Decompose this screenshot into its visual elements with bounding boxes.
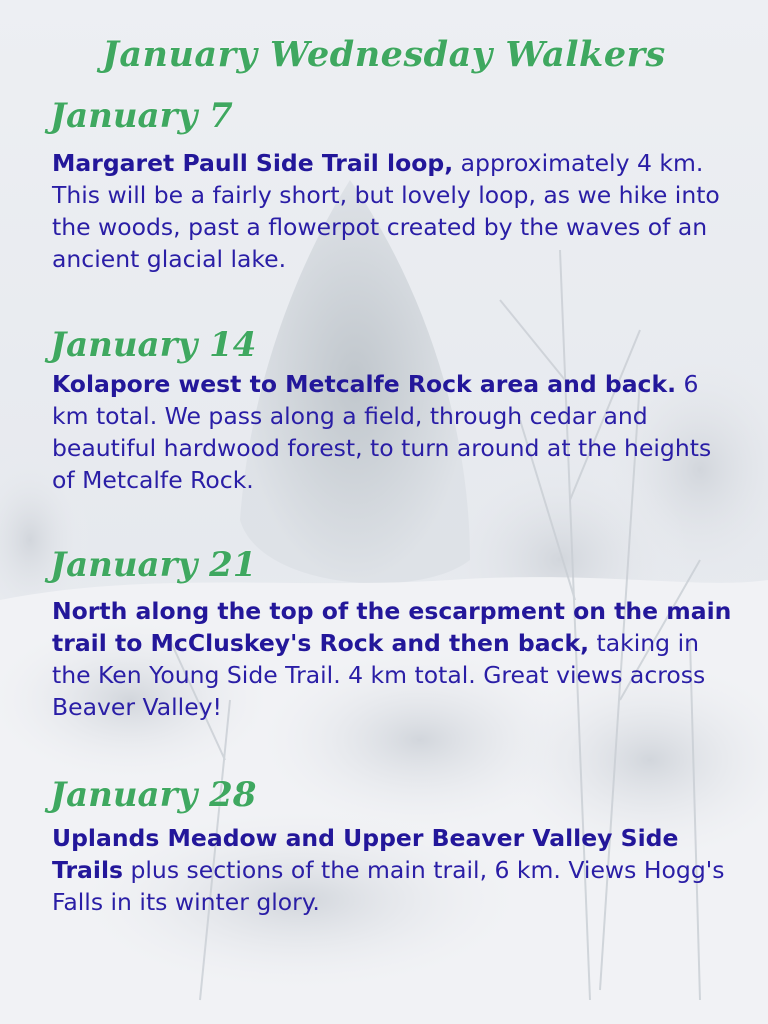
event-date: January 14 — [50, 325, 257, 365]
event-description — [52, 595, 732, 723]
event-details: 6 km total. We pass along a field, through cedar and beautiful hardwood forest, to turn around at the heights of Metcalfe Rock. — [52, 370, 712, 494]
event-details: approximately 4 km. This will be a fairly short, but lovely loop, as we hike into the woods, past a flowerpot created by the waves of an ancient glacial lake. — [52, 149, 720, 273]
event-details: taking in the Ken Young Side Trail. 4 km total. Great views across Beaver Valley! — [52, 629, 706, 721]
event-highlight: Margaret Paull Side Trail loop, — [52, 149, 454, 177]
event-details: plus sections of the main trail, 6 km. Views Hogg's Falls in its winter glory. — [52, 856, 725, 916]
event-date: January 7 — [50, 96, 233, 136]
event-date: January 28 — [50, 775, 257, 815]
event-description — [52, 822, 732, 918]
event-description — [52, 368, 732, 496]
event-highlight: Kolapore west to Metcalfe Rock area and back. — [52, 370, 677, 398]
event-highlight: Uplands Meadow and Upper Beaver Valley Side Trails — [52, 824, 679, 884]
event-description — [52, 147, 732, 275]
event-date: January 21 — [50, 545, 257, 585]
event-highlight: North along the top of the escarpment on the main trail to McCluskey's Rock and then back, — [52, 597, 732, 657]
poster-title: January Wednesday Walkers — [102, 34, 666, 75]
